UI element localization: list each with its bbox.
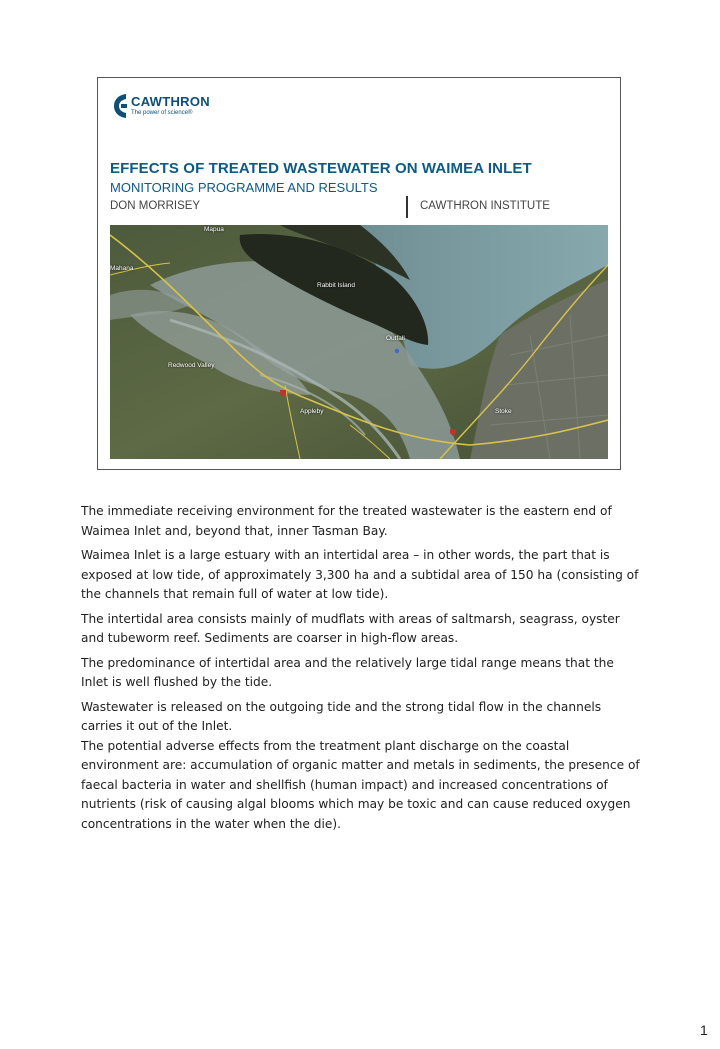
aerial-map-image — [110, 225, 608, 459]
slide-author: DON MORRISEY — [110, 200, 201, 212]
map-label-appleby: Appleby — [300, 408, 324, 415]
title-divider — [406, 196, 408, 218]
logo-name: CAWTHRON — [131, 94, 210, 109]
slide-subtitle: MONITORING PROGRAMME AND RESULTS — [110, 180, 378, 195]
map-label-outfall: Outfall — [386, 335, 405, 342]
map-label-rabbit-island: Rabbit Island — [317, 282, 355, 289]
cawthron-logo-icon — [112, 92, 128, 120]
slide-institute: CAWTHRON INSTITUTE — [420, 200, 550, 212]
aerial-map — [110, 225, 608, 459]
slide-title: EFFECTS OF TREATED WASTEWATER ON WAIMEA INLET — [110, 160, 532, 177]
slide — [110, 88, 608, 459]
slide-thumbnail — [97, 77, 621, 470]
cawthron-logo — [112, 92, 210, 120]
notes-paragraph: Wastewater is released on the outgoing tide and the strong tidal flow in the channels carries it out of the Inlet. — [81, 699, 602, 733]
map-label-mahana: Mahana — [110, 265, 134, 272]
speaker-notes — [81, 502, 641, 839]
page-number: 1 — [700, 1022, 708, 1038]
notes-paragraph: The predominance of intertidal area and the relatively large tidal range means that the Inlet is well flushed by the tide. — [81, 655, 614, 689]
notes-paragraph: Waimea Inlet is a large estuary with an intertidal area – in other words, the part that is exposed at low tide, of approximately 3,300 ha and a subtidal area of 150 ha (consisting of the channels that remain full of water at low tide). — [81, 548, 639, 601]
map-label-mapua: Mapua — [204, 226, 224, 233]
map-label-redwood-valley: Redwood Valley — [168, 362, 215, 369]
map-label-stoke: Stoke — [495, 408, 512, 415]
notes-paragraph: The immediate receiving environment for the treated wastewater is the eastern end of Waimea Inlet and, beyond that, inner Tasman Bay. — [81, 504, 612, 538]
notes-paragraph: The potential adverse effects from the treatment plant discharge on the coastal environment are: accumulation of organic matter and metals in sediments, the presence of faecal bacteria in water and shellfish (human impact) and increased concentrations of nutrients (risk of causing algal blooms which may be toxic and can cause reduced oxygen concentrations in the water when the die). — [81, 738, 640, 831]
logo-tagline: The power of science® — [131, 110, 193, 116]
notes-paragraph: The intertidal area consists mainly of mudflats with areas of saltmarsh, seagrass, oyster and tubeworm reef. Sediments are coarser in high-flow areas. — [81, 611, 620, 645]
